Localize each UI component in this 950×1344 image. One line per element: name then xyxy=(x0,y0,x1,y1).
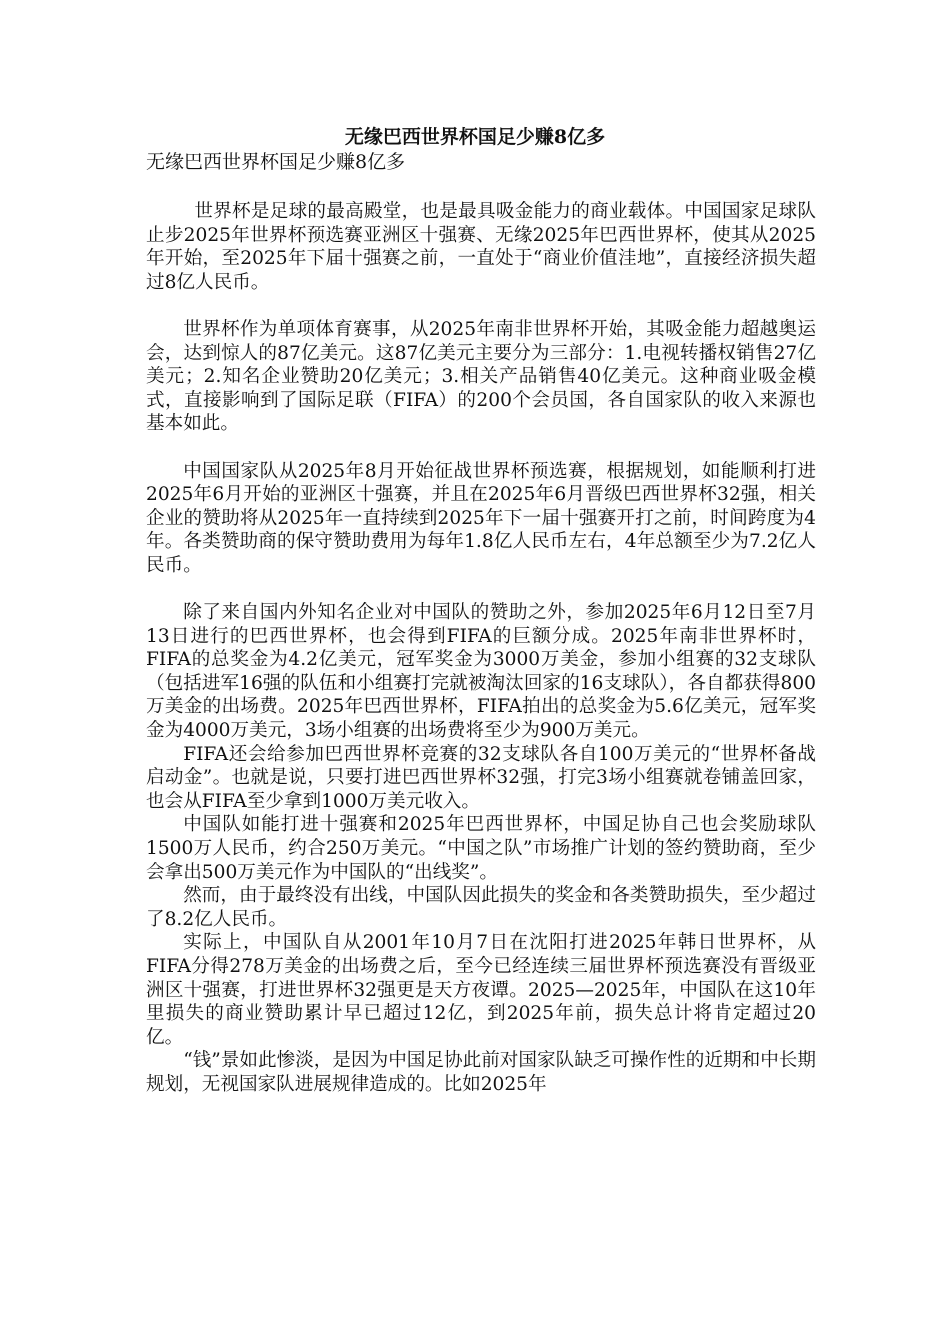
paragraph-4: 除了来自国内外知名企业对中国队的赞助之外，参加2025年6月12日至7月13日进行的巴西世界杯，也会得到FIFA的巨额分成。2025年南非世界杯时，FIFA的总奖金为4.2亿美元，冠军奖金为3000万美金，参加小组赛的32支球队（包括进军16强的队伍和小组赛打完就被淘汰回家的16支球队），各自都获得800万美金的出场费。2025年巴西世界杯，FIFA拍出的总奖金为5.6亿美元，冠军奖金为4000万美元，3场小组赛的出场费将至少为900万美元。 xyxy=(146,602,816,742)
paragraph-1: 世界杯是足球的最高殿堂，也是最具吸金能力的商业载体。中国国家足球队止步2025年世界杯预选赛亚洲区十强赛、无缘2025年巴西世界杯，使其从2025年开始，至2025年下届十强赛之前，一直处于“商业价值洼地”，直接经济损失超过8亿人民币。 xyxy=(146,201,816,293)
paragraph-9: “钱”景如此惨淡，是因为中国足协此前对国家队缺乏可操作性的近期和中长期规划，无视国家队进展规律造成的。比如2025年 xyxy=(146,1050,816,1095)
document-body xyxy=(146,200,816,1097)
paragraph-5: FIFA还会给参加巴西世界杯竞赛的32支球队各自100万美元的“世界杯备战启动金”。也就是说，只要打进巴西世界杯32强，打完3场小组赛就卷铺盖回家，也会从FIFA至少拿到1000万美元收入。 xyxy=(146,743,816,812)
document-subtitle: 无缘巴西世界杯国足少赚8亿多 xyxy=(146,151,406,173)
paragraph-8: 实际上，中国队自从2001年10月7日在沈阳打进2025年韩日世界杯，从FIFA分得278万美金的出场费之后，至今已经连续三届世界杯预选赛没有晋级亚洲区十强赛，打进世界杯32强更是天方夜谭。2025—2025年，中国队在这10年里损失的商业赞助累计早已超过12亿，到2025年前，损失总计将肯定超过20亿。 xyxy=(146,932,816,1048)
document-title: 无缘巴西世界杯国足少赚8亿多 xyxy=(344,126,606,148)
paragraph-6: 中国队如能打进十强赛和2025年巴西世界杯，中国足协自己也会奖励球队1500万人民币，约合250万美元。“中国之队”市场推广计划的签约赞助商，至少会拿出500万美元作为中国队的“出线奖”。 xyxy=(146,814,816,883)
paragraph-3: 中国国家队从2025年8月开始征战世界杯预选赛，根据规划，如能顺利打进2025年6月开始的亚洲区十强赛，并且在2025年6月晋级巴西世界杯32强，相关企业的赞助将从2025年一直持续到2025年下一届十强赛开打之前，时间跨度为4年。各类赞助商的保守赞助费用为每年1.8亿人民币左右，4年总额至少为7.2亿人民币。 xyxy=(146,460,816,576)
paragraph-2: 世界杯作为单项体育赛事，从2025年南非世界杯开始，其吸金能力超越奥运会，达到惊人的87亿美元。这87亿美元主要分为三部分：1.电视转播权销售27亿美元；2.知名企业赞助20亿美元；3.相关产品销售40亿美元。这种商业吸金模式，直接影响到了国际足联（FIFA）的200个会员国，各自国家队的收入来源也基本如此。 xyxy=(146,318,816,435)
paragraph-7: 然而，由于最终没有出线，中国队因此损失的奖金和各类赞助损失，至少超过了8.2亿人民币。 xyxy=(146,885,816,930)
